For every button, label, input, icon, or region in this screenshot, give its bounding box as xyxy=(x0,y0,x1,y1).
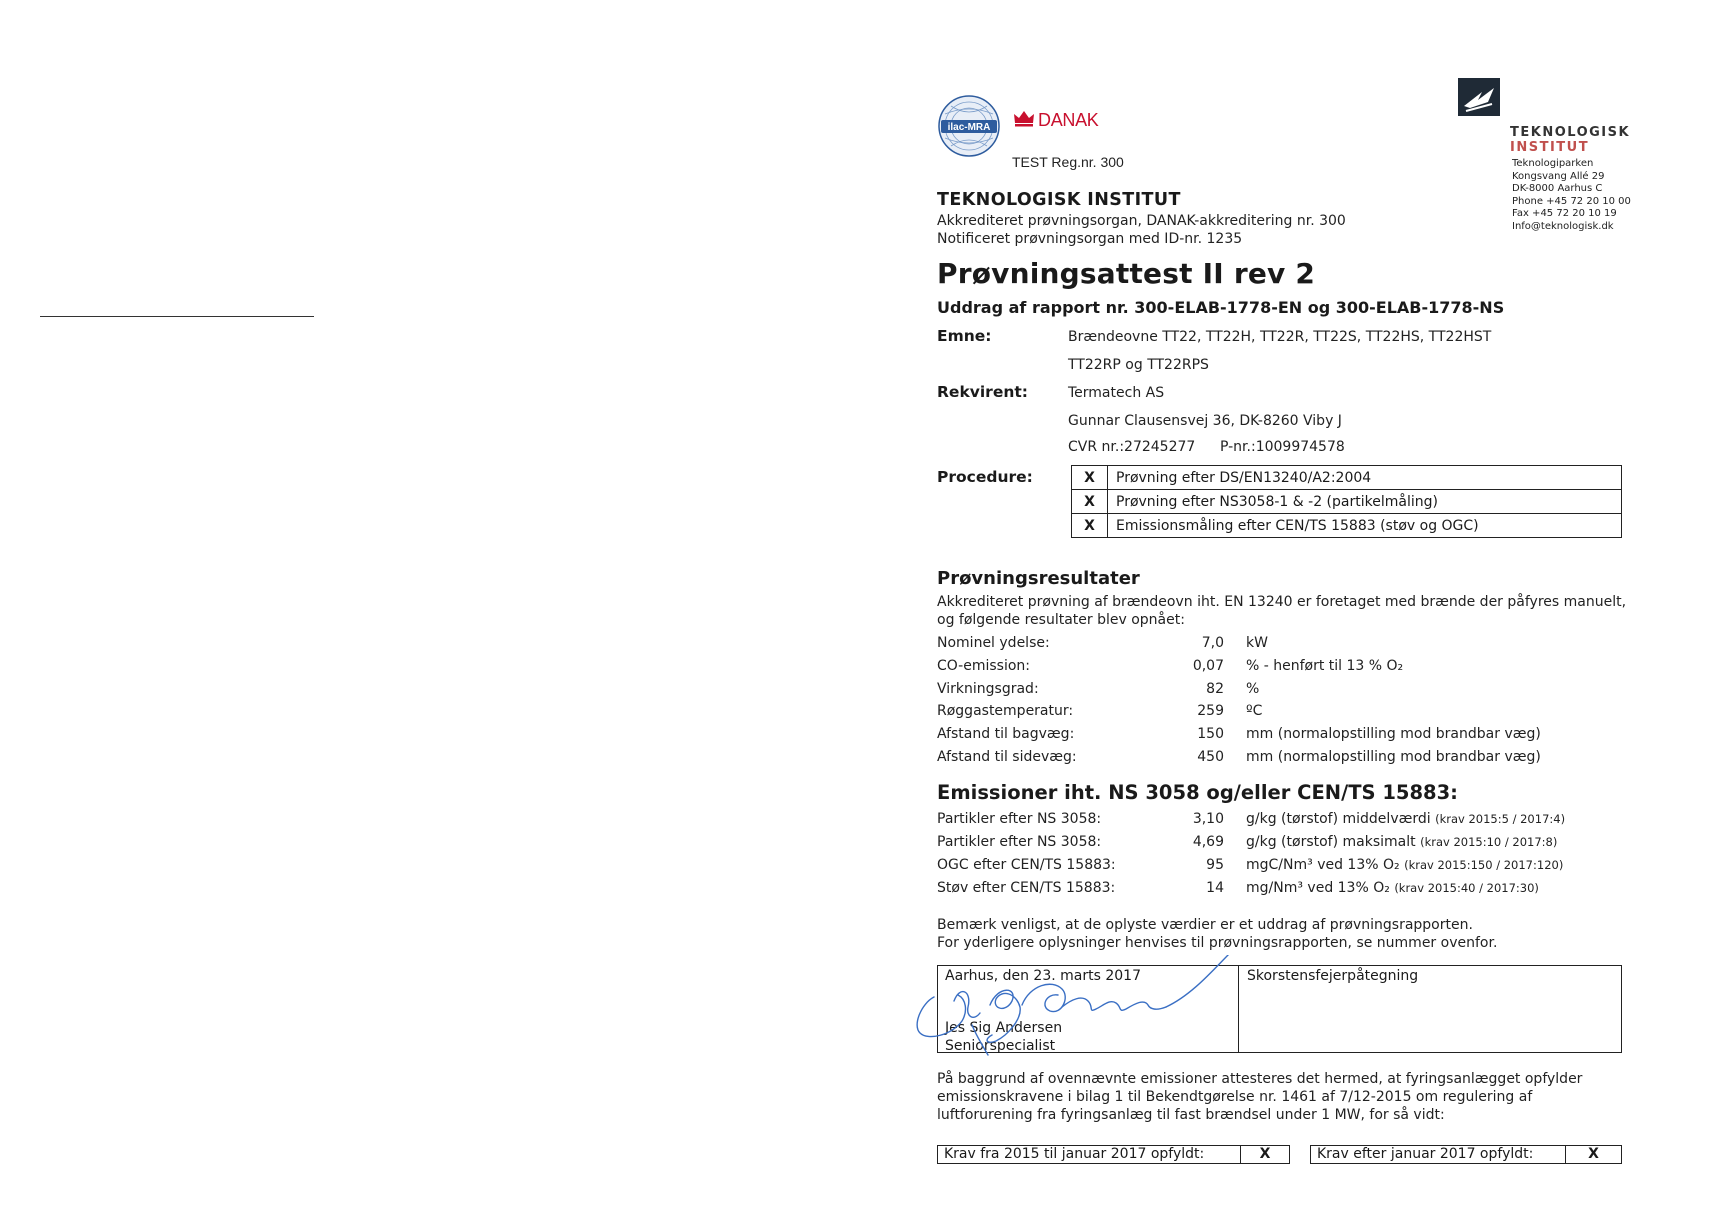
emission-label: Partikler efter NS 3058: xyxy=(937,834,1102,850)
emission-unit-text: g/kg (tørstof) maksimalt xyxy=(1246,834,1416,850)
left-rule xyxy=(40,316,314,317)
result-unit: mm (normalopstilling mod brandbar væg) xyxy=(1246,726,1541,742)
procedure-row xyxy=(1072,490,1622,514)
address-line: Kongsvang Allé 29 xyxy=(1512,170,1605,182)
result-label: CO-emission: xyxy=(937,658,1031,674)
document-subtitle: Uddrag af rapport nr. 300-ELAB-1778-EN og 300-ELAB-1778-NS xyxy=(937,298,1505,317)
emission-unit xyxy=(1246,811,1565,827)
procedure-checkmark: X xyxy=(1072,514,1108,538)
results-heading: Prøvningsresultater xyxy=(937,568,1140,589)
crown-icon xyxy=(1013,109,1035,127)
result-label: Afstand til bagvæg: xyxy=(937,726,1075,742)
notice-line1: Bemærk venligst, at de oplyste værdier er et uddrag af prøvningsrapporten. xyxy=(937,917,1473,933)
subject-line2: TT22RP og TT22RPS xyxy=(1068,357,1209,373)
emission-unit xyxy=(1246,880,1539,896)
ilac-logo-text: ilac-MRA xyxy=(947,122,991,133)
requester-address: Gunnar Clausensvej 36, DK-8260 Viby J xyxy=(1068,413,1342,429)
emission-label: Støv efter CEN/TS 15883: xyxy=(937,880,1116,896)
emission-row xyxy=(937,857,1637,877)
result-unit: mm (normalopstilling mod brandbar væg) xyxy=(1246,749,1541,765)
procedure-text: Prøvning efter NS3058-1 & -2 (partikelmåling) xyxy=(1108,490,1622,514)
emission-requirement: (krav 2015:40 / 2017:30) xyxy=(1394,881,1539,895)
requester-label: Rekvirent: xyxy=(937,383,1028,401)
requirement-2015-mark: X xyxy=(1259,1146,1271,1162)
ti-wordmark-line1: TEKNOLOGISK xyxy=(1510,125,1631,140)
address-line: Fax +45 72 20 10 19 xyxy=(1512,208,1617,219)
emission-label: Partikler efter NS 3058: xyxy=(937,811,1102,827)
result-label: Afstand til sidevæg: xyxy=(937,749,1077,765)
emission-unit xyxy=(1246,857,1563,873)
emission-value: 4,69 xyxy=(1192,834,1224,850)
emission-row xyxy=(937,811,1637,831)
emission-value: 3,10 xyxy=(1192,811,1224,827)
emission-unit-text: mgC/Nm³ ved 13% O₂ xyxy=(1246,857,1400,873)
requirement-2017-box xyxy=(1310,1145,1622,1164)
result-value: 150 xyxy=(1197,726,1224,742)
signatory-name: Jes Sig Andersen xyxy=(945,1020,1063,1036)
emission-requirement: (krav 2015:5 / 2017:4) xyxy=(1435,812,1566,826)
ilac-mra-logo xyxy=(937,94,1001,158)
ti-address xyxy=(1512,158,1631,233)
requirement-2015-text: Krav fra 2015 til januar 2017 opfyldt: xyxy=(944,1146,1205,1162)
emission-unit xyxy=(1246,834,1557,850)
requester-cvr: CVR nr.:27245277 xyxy=(1068,439,1196,455)
result-label: Virkningsgrad: xyxy=(937,681,1039,697)
subject-label: Emne: xyxy=(937,327,992,345)
requester-name: Termatech AS xyxy=(1068,385,1165,401)
test-reg-number: TEST Reg.nr. 300 xyxy=(1012,154,1124,170)
result-value: 7,0 xyxy=(1201,635,1224,651)
procedure-label: Procedure: xyxy=(937,468,1033,486)
handwritten-signature xyxy=(912,955,1252,1065)
requester-pnr: P-nr.:1009974578 xyxy=(1220,439,1345,455)
emission-value: 14 xyxy=(1206,880,1224,896)
result-unit: % - henført til 13 % O₂ xyxy=(1246,658,1404,674)
result-row xyxy=(937,703,1637,723)
result-unit: kW xyxy=(1246,635,1268,651)
emission-row xyxy=(937,834,1637,854)
emission-value: 95 xyxy=(1206,857,1224,873)
teknologisk-institut-logo xyxy=(1458,78,1500,116)
procedure-checkmark: X xyxy=(1072,490,1108,514)
notice-line2: For yderligere oplysninger henvises til prøvningsrapporten, se nummer ovenfor. xyxy=(937,935,1498,951)
procedure-row xyxy=(1072,466,1622,490)
result-row xyxy=(937,635,1637,655)
ti-wordmark-line2: INSTITUT xyxy=(1510,140,1590,155)
signatory-role: Seniorspecialist xyxy=(945,1038,1056,1054)
emission-row xyxy=(937,880,1637,900)
subject-line1: Brændeovne TT22, TT22H, TT22R, TT22S, TT22HS, TT22HST xyxy=(1068,329,1492,345)
procedure-checkmark: X xyxy=(1072,466,1108,490)
requirement-2017-mark: X xyxy=(1588,1146,1599,1162)
address-line: Info@teknologisk.dk xyxy=(1512,220,1614,232)
chimney-sweep-endorsement: Skorstensfejerpåtegning xyxy=(1247,968,1419,984)
accreditation-text: Akkrediteret prøvningsorgan, DANAK-akkreditering nr. 300 xyxy=(937,213,1346,229)
procedure-text: Prøvning efter DS/EN13240/A2:2004 xyxy=(1108,466,1622,490)
procedure-table xyxy=(1071,465,1622,538)
requirement-2017-text: Krav efter januar 2017 opfyldt: xyxy=(1317,1146,1534,1162)
address-line: Teknologiparken xyxy=(1512,158,1594,169)
institute-name: TEKNOLOGISK INSTITUT xyxy=(937,190,1181,210)
certificate-page xyxy=(937,70,1637,1190)
result-row xyxy=(937,658,1637,678)
procedure-text: Emissionsmåling efter CEN/TS 15883 (støv og OGC) xyxy=(1108,514,1622,538)
ti-wordmark xyxy=(1510,125,1630,155)
emission-requirement: (krav 2015:10 / 2017:8) xyxy=(1420,835,1558,849)
emission-unit-text: mg/Nm³ ved 13% O₂ xyxy=(1246,880,1390,896)
result-value: 450 xyxy=(1197,749,1224,765)
danak-logo-text: DANAK xyxy=(1038,110,1099,130)
result-value: 0,07 xyxy=(1192,658,1224,674)
emissions-heading: Emissioner iht. NS 3058 og/eller CEN/TS 15883: xyxy=(937,781,1458,804)
result-row xyxy=(937,726,1637,746)
document-title: Prøvningsattest II rev 2 xyxy=(937,257,1316,290)
result-unit: % xyxy=(1246,681,1260,697)
emission-unit-text: g/kg (tørstof) middelværdi xyxy=(1246,811,1431,827)
result-row xyxy=(937,681,1637,701)
address-line: DK-8000 Aarhus C xyxy=(1512,183,1603,194)
address-line: Phone +45 72 20 10 00 xyxy=(1512,195,1631,207)
result-value: 82 xyxy=(1206,681,1224,697)
result-row xyxy=(937,749,1637,769)
emission-label: OGC efter CEN/TS 15883: xyxy=(937,857,1116,873)
notified-body-text: Notificeret prøvningsorgan med ID-nr. 1235 xyxy=(937,231,1243,247)
results-intro: Akkrediteret prøvning af brændeovn iht. EN 13240 er foretaget med brænde der påfyres manuelt, og følgende resultater blev opnået: xyxy=(937,594,1627,628)
emission-requirement: (krav 2015:150 / 2017:120) xyxy=(1404,858,1564,872)
result-value: 259 xyxy=(1197,703,1224,719)
requirement-2015-box xyxy=(937,1145,1290,1164)
result-unit: ºC xyxy=(1246,703,1263,719)
procedure-row xyxy=(1072,514,1622,538)
place-date: Aarhus, den 23. marts 2017 xyxy=(945,968,1141,984)
result-label: Nominel ydelse: xyxy=(937,635,1050,651)
result-label: Røggastemperatur: xyxy=(937,703,1074,719)
attestation-text: På baggrund af ovennævnte emissioner attesteres det hermed, at fyringsanlægget opfylder emissionskravene i bilag 1 til Bekendtgørelse nr. 1461 af 7/12-2015 om regulering af luftforurening fra fyringsanlæg til fast brændsel under 1 MW, for så vidt: xyxy=(937,1071,1583,1123)
